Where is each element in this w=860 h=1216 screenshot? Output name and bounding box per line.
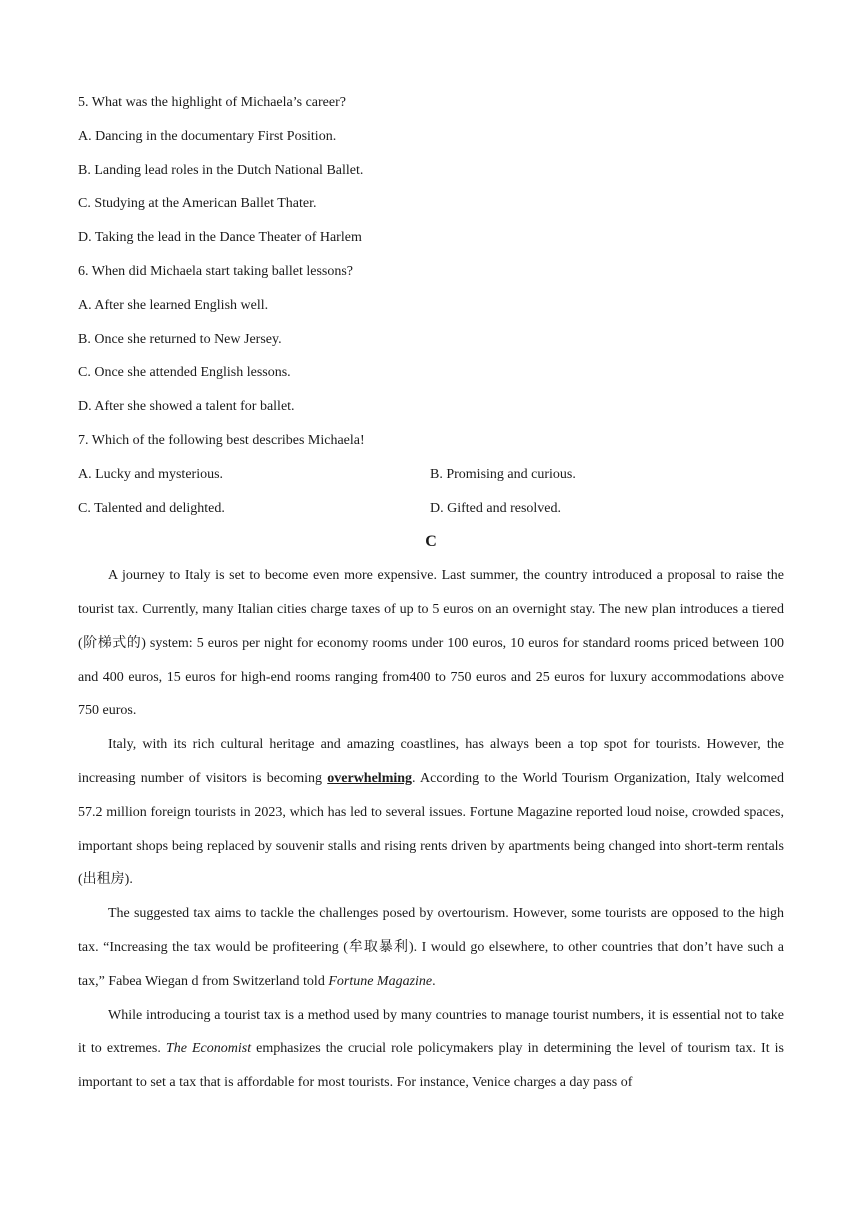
- question-7-options-row-2: [78, 492, 784, 526]
- paragraph-2-text-start: Italy, with its rich cultural heritage and amazing coastlines, has always been a top spot for tourists. However, the increasing number of visitors is becoming: [78, 737, 784, 786]
- question-7-stem: 7. Which of the following best describes Michaela!: [78, 432, 365, 448]
- question-5-option-c: C. Studying at the American Ballet Thater.: [78, 196, 317, 212]
- question-6-option-d: D. After she showed a talent for ballet.: [78, 399, 295, 415]
- question-6-option-c: C. Once she attended English lessons.: [78, 365, 291, 381]
- question-7-option-c: C. Talented and delighted.: [78, 500, 225, 516]
- passage-paragraph-2: [78, 728, 784, 897]
- question-6-option-a: A. After she learned English well.: [78, 297, 269, 313]
- question-7-option-b: B. Promising and curious.: [430, 466, 576, 482]
- document-content: [78, 86, 784, 1100]
- paragraph-3-text-end: .: [432, 973, 436, 989]
- magazine-title: Fortune Magazine: [328, 973, 433, 989]
- question-5-option-a: A. Dancing in the documentary First Position.: [78, 128, 337, 144]
- question-6-option-b: B. Once she returned to New Jersey.: [78, 331, 282, 347]
- paragraph-3-text-start: The suggested tax aims to tackle the challenges posed by overtourism. However, some tourists are opposed to the high tax. “Increasing the tax would be profiteering (牟取暴利). I would go elsewhere, to other countries that don’t have such a tax,” Fabea Wiegan d from Switzerland told: [78, 906, 784, 989]
- question-5-option-b: B. Landing lead roles in the Dutch National Ballet.: [78, 162, 364, 178]
- question-5-option-d: D. Taking the lead in the Dance Theater of Harlem: [78, 230, 362, 246]
- underlined-word: overwhelming: [327, 770, 413, 786]
- passage-paragraph-1: A journey to Italy is set to become even more expensive. Last summer, the country introduced a proposal to raise the tourist tax. Currently, many Italian cities charge taxes of up to 5 euros on an overnight stay. The new plan introduces a tiered (阶梯式的) system: 5 euros per night for economy rooms under 100 euros, 10 euros for standard rooms priced between 100 and 400 euros, 15 euros for high-end rooms ranging from400 to 750 euros and 25 euros for luxury accommodations above 750 euros.: [78, 568, 784, 719]
- question-7-options-row-1: [78, 458, 784, 492]
- question-7-option-d: D. Gifted and resolved.: [430, 500, 562, 516]
- publication-title: The Economist: [165, 1041, 252, 1057]
- passage-paragraph-4: [78, 999, 784, 1100]
- question-6-stem: 6. When did Michaela start taking ballet lessons?: [78, 263, 354, 279]
- passage-paragraph-3: [78, 897, 784, 998]
- paragraph-4-text-start: While introducing a tourist tax is a method used by many countries to manage tourist numbers, it is essential not to take it to extremes.: [78, 1007, 784, 1057]
- paragraph-2-text-end: . According to the World Tourism Organization, Italy welcomed 57.2 million foreign tourists in 2023, which has led to several issues. Fortune Magazine reported loud noise, crowded spaces, important shops being replaced by souvenir stalls and rising rents driven by apartments being changed into short-term rentals (出租房).: [78, 770, 784, 888]
- section-heading: C: [425, 533, 437, 551]
- question-5-stem: 5. What was the highlight of Michaela’s career?: [78, 95, 346, 110]
- paragraph-4-text-end: emphasizes the crucial role policymakers play in determining the level of tourism tax. It is important to set a tax that is affordable for most tourists. For instance, Venice charges a day pass of: [78, 1041, 784, 1091]
- question-7-option-a: A. Lucky and mysterious.: [78, 466, 224, 482]
